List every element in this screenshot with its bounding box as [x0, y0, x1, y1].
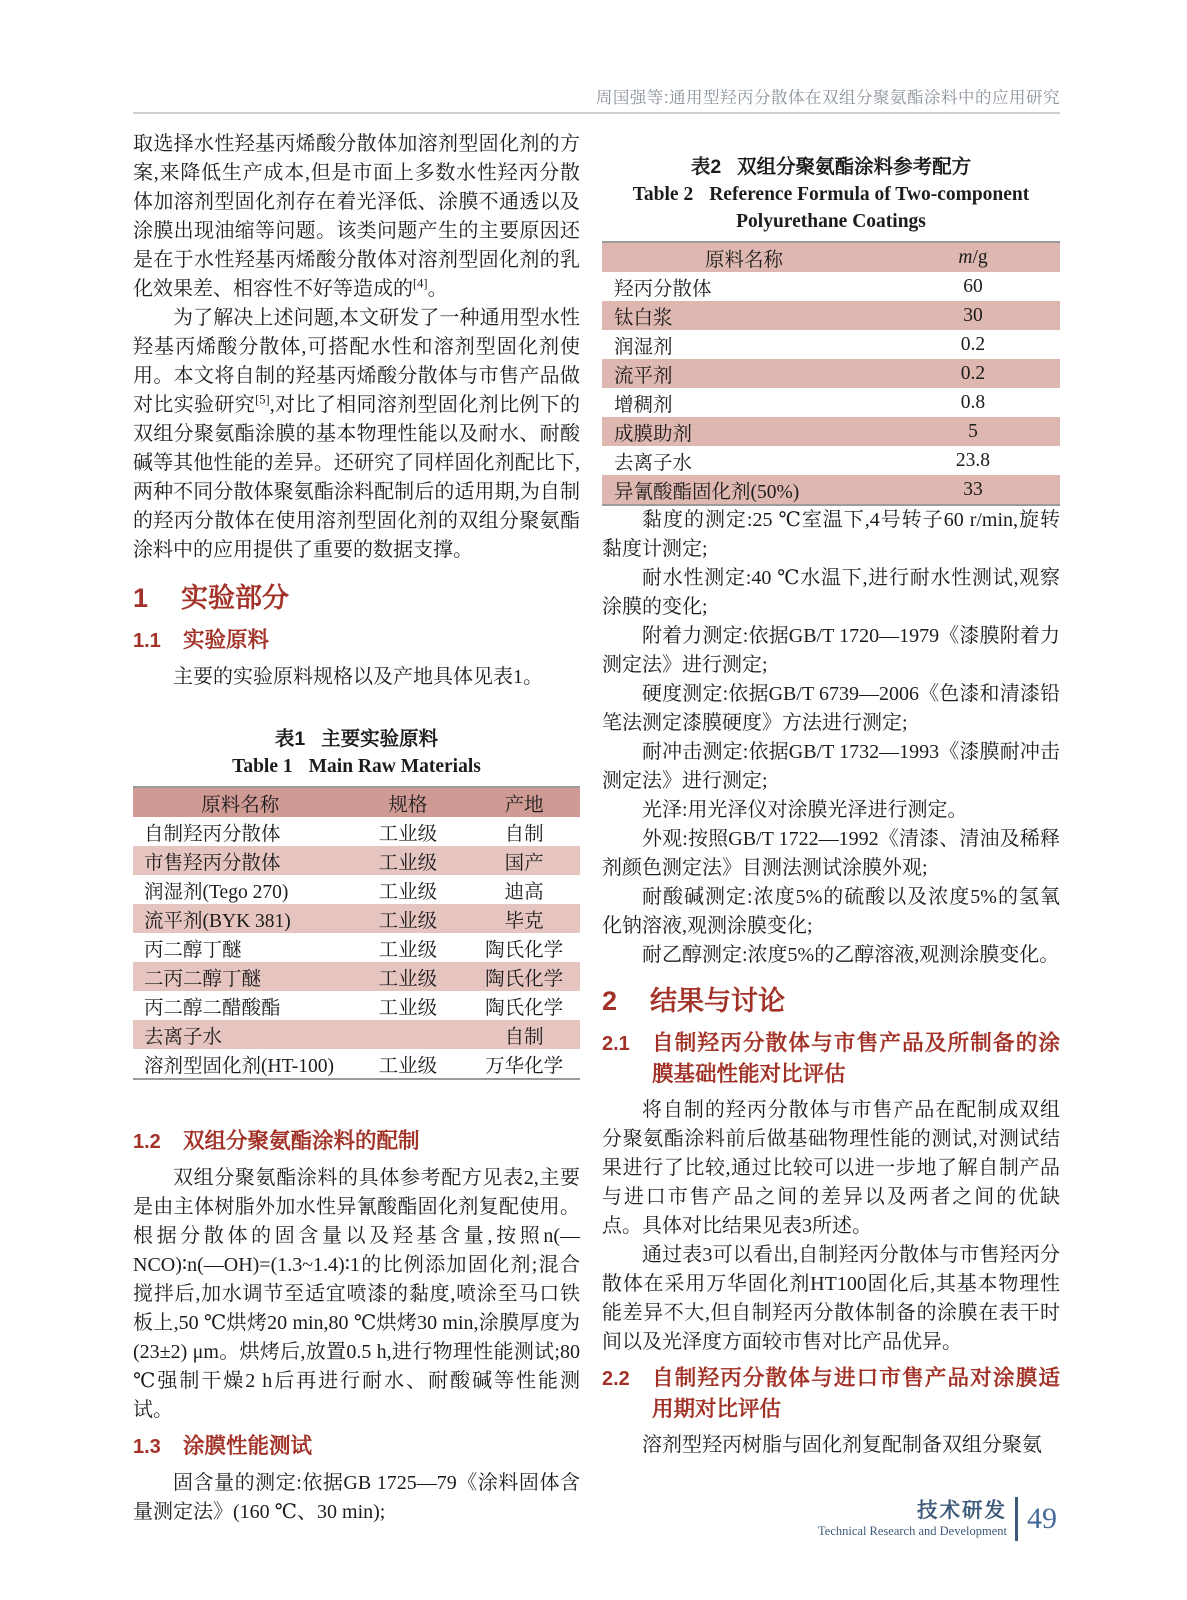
paragraph-text: 取选择水性羟基丙烯酸分散体加溶剂型固化剂的方案,来降低生产成本,但是市面上多数水性羟丙分散体加溶剂型固化剂存在着光泽低、涂膜不通透以及涂膜出现油缩等问题。该类问题产生的主要原因还是在于水性羟基丙烯酸分散体对溶剂型固化剂的乳化效果差、相容性不好等造成的 [133, 133, 580, 300]
citation-ref: [4] [413, 276, 428, 291]
table-reference-formula [602, 241, 1060, 506]
paragraph-pot-life: 溶剂型羟丙树脂与固化剂复配制备双组分聚氨 [642, 1434, 1042, 1456]
right-column [602, 130, 1060, 1460]
content-columns [133, 130, 1060, 1527]
table-main-raw-materials [133, 786, 580, 1080]
subsection-heading-pot-life [602, 1363, 1060, 1425]
footer-section-labels [818, 1499, 1007, 1540]
table-cell: 工业级 [378, 997, 438, 1019]
table1-caption-zh [133, 726, 580, 753]
table-cell: 丙二醇丁醚 [144, 939, 242, 961]
table2-caption-label: 表2 [690, 156, 722, 178]
section-number: 1 [133, 583, 149, 613]
table-cell: 工业级 [348, 904, 469, 933]
table-cell: 60 [963, 275, 983, 297]
table-cell: 异氰酸酯固化剂(50%) [602, 475, 886, 505]
table-cell: 增稠剂 [614, 394, 673, 416]
paragraph-method-water-resistance: 耐水性测定:40 ℃水温下,进行耐水性测试,观察涂膜的变化; [602, 567, 1060, 618]
paragraph-method-hardness: 硬度测定:依据GB/T 6739—2006《色漆和清漆铅笔法测定漆膜硬度》方法进行测定; [602, 683, 1060, 734]
table-row [602, 475, 1060, 505]
mg-unit: /g [972, 246, 988, 268]
table-cell: 去离子水 [614, 452, 693, 474]
table2-caption-en-title: Reference Formula of Two-component [709, 184, 1030, 205]
table-row [133, 962, 580, 991]
table-cell: 陶氏化学 [468, 962, 580, 991]
table-cell: 钛白浆 [602, 301, 886, 330]
subsection-title: 双组分聚氨酯涂料的配制 [183, 1129, 420, 1153]
section-heading-experiment [133, 581, 580, 615]
page-number: 49 [1027, 1502, 1057, 1535]
left-column [133, 130, 580, 1527]
subsection-number: 1.1 [133, 630, 161, 652]
paragraph-method-acid-alkali: 耐酸碱测定:浓度5%的硫酸以及浓度5%的氢氧化钠溶液,观测涂膜变化; [602, 886, 1060, 937]
table-cell: 23.8 [955, 449, 991, 471]
paragraph-intro [133, 304, 580, 565]
table-cell: 工业级 [378, 1055, 438, 1077]
footer-section-en: Technical Research and Development [818, 1523, 1007, 1538]
table-cell: 润湿剂(Tego 270) [144, 881, 289, 903]
section-number: 2 [602, 986, 618, 1016]
table-cell: 陶氏化学 [485, 997, 564, 1019]
section-title: 结果与讨论 [650, 986, 785, 1016]
subsection-number: 2.2 [602, 1368, 630, 1390]
table-cell: 润湿剂 [614, 336, 673, 358]
table1-caption-en-title: Main Raw Materials [308, 756, 481, 777]
table-row [602, 388, 1060, 417]
table-row [133, 991, 580, 1020]
table-row [133, 875, 580, 904]
table-cell: 工业级 [378, 823, 438, 845]
subsection-number: 1.3 [133, 1436, 161, 1458]
table2-caption-title: 双组分聚氨酯涂料参考配方 [737, 156, 972, 178]
table-header-row [602, 242, 1060, 272]
paragraph-continued [133, 130, 580, 304]
footer-section-zh: 技术研发 [917, 1498, 1007, 1522]
table-cell: 5 [886, 417, 1060, 446]
table2-caption [602, 154, 1060, 235]
table-cell: 工业级 [378, 881, 438, 903]
table-cell: 流平剂 [602, 359, 886, 388]
paragraph-solid-content: 固含量的测定:依据GB 1725—79《涂料固体含量测定法》(160 ℃、30 min); [133, 1472, 580, 1523]
paragraph-method-adhesion: 附着力测定:依据GB/T 1720—1979《漆膜附着力测定法》进行测定; [602, 625, 1060, 676]
paragraph-text: ,对比了相同溶剂型固化剂比例下的双组分聚氨酯涂膜的基本物理性能以及耐水、耐酸碱等其他性能的差异。还研究了同样固化剂配比下,两种不同分散体聚氨酯涂料配制后的适用期,为自制的羟丙分散体在使用溶剂型固化剂的双组分聚氨酯涂料中的应用提供了重要的数据支撑。 [133, 394, 581, 561]
table-row [133, 904, 580, 933]
column-header-mg [886, 242, 1060, 272]
subsection-heading-preparation [133, 1126, 580, 1158]
table-cell: 去离子水 [133, 1020, 348, 1049]
paragraph-text: 。 [427, 278, 448, 300]
subsection-title: 自制羟丙分散体与进口市售产品对涂膜适用期对比评估 [652, 1366, 1060, 1421]
table-row [133, 1020, 580, 1049]
table-cell: 羟丙分散体 [614, 278, 712, 300]
table2-caption-en-label: Table 2 [632, 184, 694, 205]
table-row [602, 301, 1060, 330]
table2-caption-zh [602, 154, 1060, 181]
section-heading-results [602, 984, 1060, 1018]
table-cell: 市售羟丙分散体 [133, 846, 348, 875]
column-header: 产地 [468, 787, 580, 817]
subsection-heading-film-test [133, 1431, 580, 1463]
table1-caption-label: 表1 [274, 728, 306, 750]
table-cell: 0.8 [960, 391, 986, 413]
table1-caption-en-label: Table 1 [232, 756, 293, 777]
paragraph-method-appearance: 外观:按照GB/T 1722—1992《清漆、清油及稀释剂颜色测定法》目测法测试涂膜外观; [602, 828, 1060, 879]
table-cell: 自制 [468, 1020, 580, 1049]
table-cell: 国产 [468, 846, 580, 875]
table-cell: 自制 [504, 823, 544, 845]
table-cell: 自制羟丙分散体 [144, 823, 281, 845]
table-row [133, 933, 580, 962]
table-cell: 0.2 [886, 359, 1060, 388]
table-cell: 二丙二醇丁醚 [133, 962, 348, 991]
table-row [602, 330, 1060, 359]
table-row [602, 446, 1060, 475]
table1-caption [133, 726, 580, 780]
paragraph-method-viscosity: 黏度的测定:25 ℃室温下,4号转子60 r/min,旋转黏度计测定; [602, 509, 1060, 560]
table-cell: 成膜助剂 [602, 417, 886, 446]
table-header-row [133, 787, 580, 817]
table-cell: 迪高 [504, 881, 544, 903]
running-head: 周国强等:通用型羟丙分散体在双组分聚氨酯涂料中的应用研究 [595, 89, 1060, 107]
section-title: 实验部分 [181, 583, 289, 613]
table-cell: 溶剂型固化剂(HT-100) [144, 1055, 334, 1077]
table-row [133, 1049, 580, 1079]
paragraph-preparation: 双组分聚氨酯涂料的具体参考配方见表2,主要是由主体树脂外加水性异氰酸酯固化剂复配使用。根据分散体的固含量以及羟基含量,按照n(—NCO)∶n(—OH)=(1.3~1.4)∶1的比例添加固化剂;混合搅拌后,加水调节至适宜喷漆的黏度,喷涂至马口铁板上,50 ℃烘烤20 min,80 ℃烘烤30 min,涂膜厚度为(23±2) μm。烘烤后,放置0.5 h,进行物理性能测试;80 ℃强制干燥2 h后再进行耐水、耐酸碱等性能测试。 [133, 1167, 580, 1421]
table2-caption-en-line2: Polyurethane Coatings [736, 211, 926, 232]
table-cell: 万华化学 [485, 1055, 564, 1077]
page-footer [818, 1497, 1057, 1541]
table-cell: 0.2 [960, 333, 986, 355]
subsection-heading-basic-comparison [602, 1028, 1060, 1090]
table-cell: 丙二醇二醋酸酯 [144, 997, 281, 1019]
table-row [602, 359, 1060, 388]
paragraph-text: 为了解决上述问题,本文研发了一种通用型水性羟基丙烯酸分散体,可搭配水性和溶剂型固化剂使用。本文将自制的羟基丙烯酸分散体与市售产品做对比实验研究 [133, 307, 580, 416]
table-cell: 陶氏化学 [485, 939, 564, 961]
table1-caption-title: 主要实验原料 [321, 728, 439, 750]
subsection-title: 实验原料 [183, 628, 270, 652]
paragraph-basic-comparison-2: 通过表3可以看出,自制羟丙分散体与市售羟丙分散体在采用万华固化剂HT100固化后,其基本物理性能差异不大,但自制羟丙分散体制备的涂膜在表干时间以及光泽度方面较市售对比产品优异。 [602, 1244, 1060, 1353]
table-cell: 30 [886, 301, 1060, 330]
table-cell: 工业级 [378, 939, 438, 961]
table-cell: 毕克 [468, 904, 580, 933]
table-cell [348, 1020, 469, 1049]
subsection-number: 2.1 [602, 1033, 630, 1055]
subsection-title: 自制羟丙分散体与市售产品及所制备的涂膜基础性能对比评估 [652, 1031, 1060, 1086]
paragraph-materials: 主要的实验原料规格以及产地具体见表1。 [173, 666, 543, 688]
table-cell: 33 [886, 475, 1060, 505]
column-header: 规格 [348, 787, 469, 817]
footer-divider [1015, 1497, 1018, 1541]
column-header: 原料名称 [602, 242, 886, 272]
table1-caption-en [133, 753, 580, 780]
subsection-title: 涂膜性能测试 [183, 1434, 313, 1458]
paragraph-basic-comparison-1: 将自制的羟丙分散体与市售产品在配制成双组分聚氨酯涂料前后做基础物理性能的测试,对测试结果进行了比较,通过比较可以进一步地了解自制产品与进口市售产品之间的差异以及两者之间的优缺点。具体对比结果见表3所述。 [602, 1099, 1060, 1237]
column-header: 原料名称 [133, 787, 348, 817]
table-row [602, 272, 1060, 301]
paragraph-method-gloss: 光泽:用光泽仪对涂膜光泽进行测定。 [642, 799, 968, 821]
paragraph-method-ethanol: 耐乙醇测定:浓度5%的乙醇溶液,观测涂膜变化。 [642, 944, 1060, 966]
paragraph-method-impact: 耐冲击测定:依据GB/T 1732—1993《漆膜耐冲击测定法》进行测定; [602, 741, 1060, 792]
table-cell: 工业级 [348, 846, 469, 875]
subsection-heading-materials [133, 625, 580, 657]
table-row [602, 417, 1060, 446]
citation-ref: [5] [255, 392, 270, 407]
header-rule [133, 112, 1060, 114]
table2-caption-en-line1 [602, 181, 1060, 208]
table-cell: 工业级 [348, 962, 469, 991]
subsection-number: 1.2 [133, 1131, 161, 1153]
mg-italic-m: m [958, 246, 973, 268]
table-row [133, 817, 580, 846]
table-row [133, 846, 580, 875]
table-cell: 流平剂(BYK 381) [133, 904, 348, 933]
